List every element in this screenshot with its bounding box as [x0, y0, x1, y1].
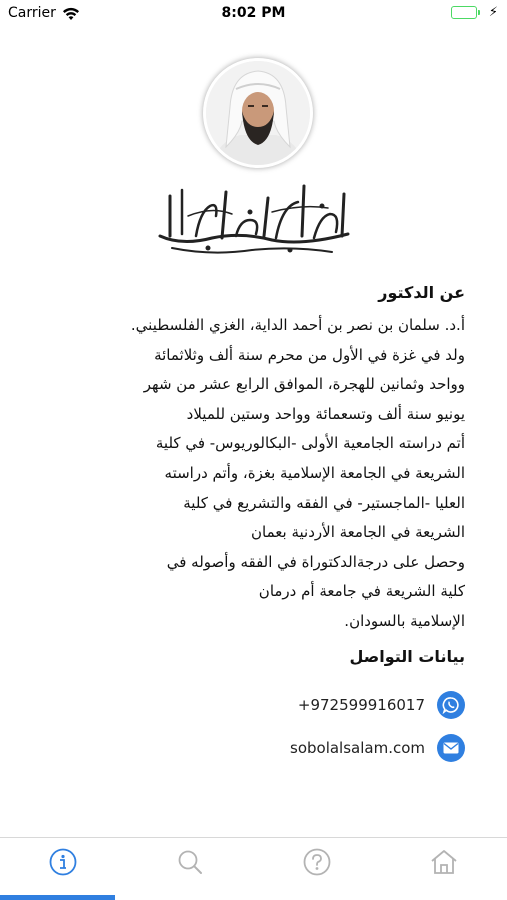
- tab-info[interactable]: [0, 838, 127, 900]
- status-time: 8:02 PM: [221, 5, 286, 21]
- active-tab-indicator: [0, 895, 115, 900]
- info-icon[interactable]: [49, 848, 77, 876]
- about-line: كلية الشريعة في جامعة أم درمان: [258, 582, 465, 601]
- calligraphy-logo: [152, 176, 358, 258]
- about-line: ولد في غزة في الأول من محرم سنة ألف وثلاثمائة: [154, 345, 465, 364]
- home-icon[interactable]: [429, 848, 459, 876]
- phone-number[interactable]: +972599916017: [297, 696, 425, 714]
- contact-title: بيانات التواصل: [349, 647, 465, 666]
- about-line: يونيو سنة ألف وتسعمائة وواحد وستين للميلاد: [186, 404, 465, 423]
- website-link[interactable]: sobolalsalam.com: [290, 739, 425, 757]
- question-icon[interactable]: [303, 848, 331, 876]
- mail-icon[interactable]: [437, 734, 465, 762]
- tab-help[interactable]: [254, 838, 381, 900]
- about-line: أ.د. سلمان بن نصر بن أحمد الداية، الغزي الفلسطيني.: [130, 316, 465, 334]
- about-line: الإسلامية بالسودان.: [344, 611, 465, 630]
- tab-bar: [0, 837, 507, 900]
- status-bar: [0, 0, 507, 28]
- whatsapp-icon[interactable]: [437, 691, 465, 719]
- battery-tip: [478, 10, 480, 15]
- about-title: عن الدكتور: [378, 283, 465, 302]
- about-text: [40, 311, 465, 637]
- about-line: الشريعة في الجامعة الإسلامية بغزة، وأتم دراسته: [164, 463, 465, 482]
- charging-icon: ⚡: [488, 5, 498, 20]
- about-line: وحصل على درجةالدكتوراة في الفقه وأصوله في: [166, 552, 465, 571]
- battery-icon: [451, 6, 477, 19]
- search-icon[interactable]: [176, 848, 204, 876]
- about-line: أتم دراسته الجامعية الأولى -البكالوريوس- في كلية: [155, 434, 465, 453]
- doctor-avatar: [203, 58, 313, 168]
- tab-search[interactable]: [127, 838, 254, 900]
- about-line: العليا -الماجستير- في الفقه والتشريع في كلية: [183, 493, 465, 512]
- website-contact[interactable]: [290, 733, 465, 763]
- about-line: وواحد وثمانين للهجرة، الموافق الرابع عشر من شهر: [143, 375, 465, 394]
- tab-home[interactable]: [380, 838, 507, 900]
- about-line: الشريعة في الجامعة الأردنية بعمان: [251, 523, 465, 542]
- whatsapp-contact[interactable]: [298, 690, 465, 720]
- carrier-label: Carrier: [8, 5, 56, 21]
